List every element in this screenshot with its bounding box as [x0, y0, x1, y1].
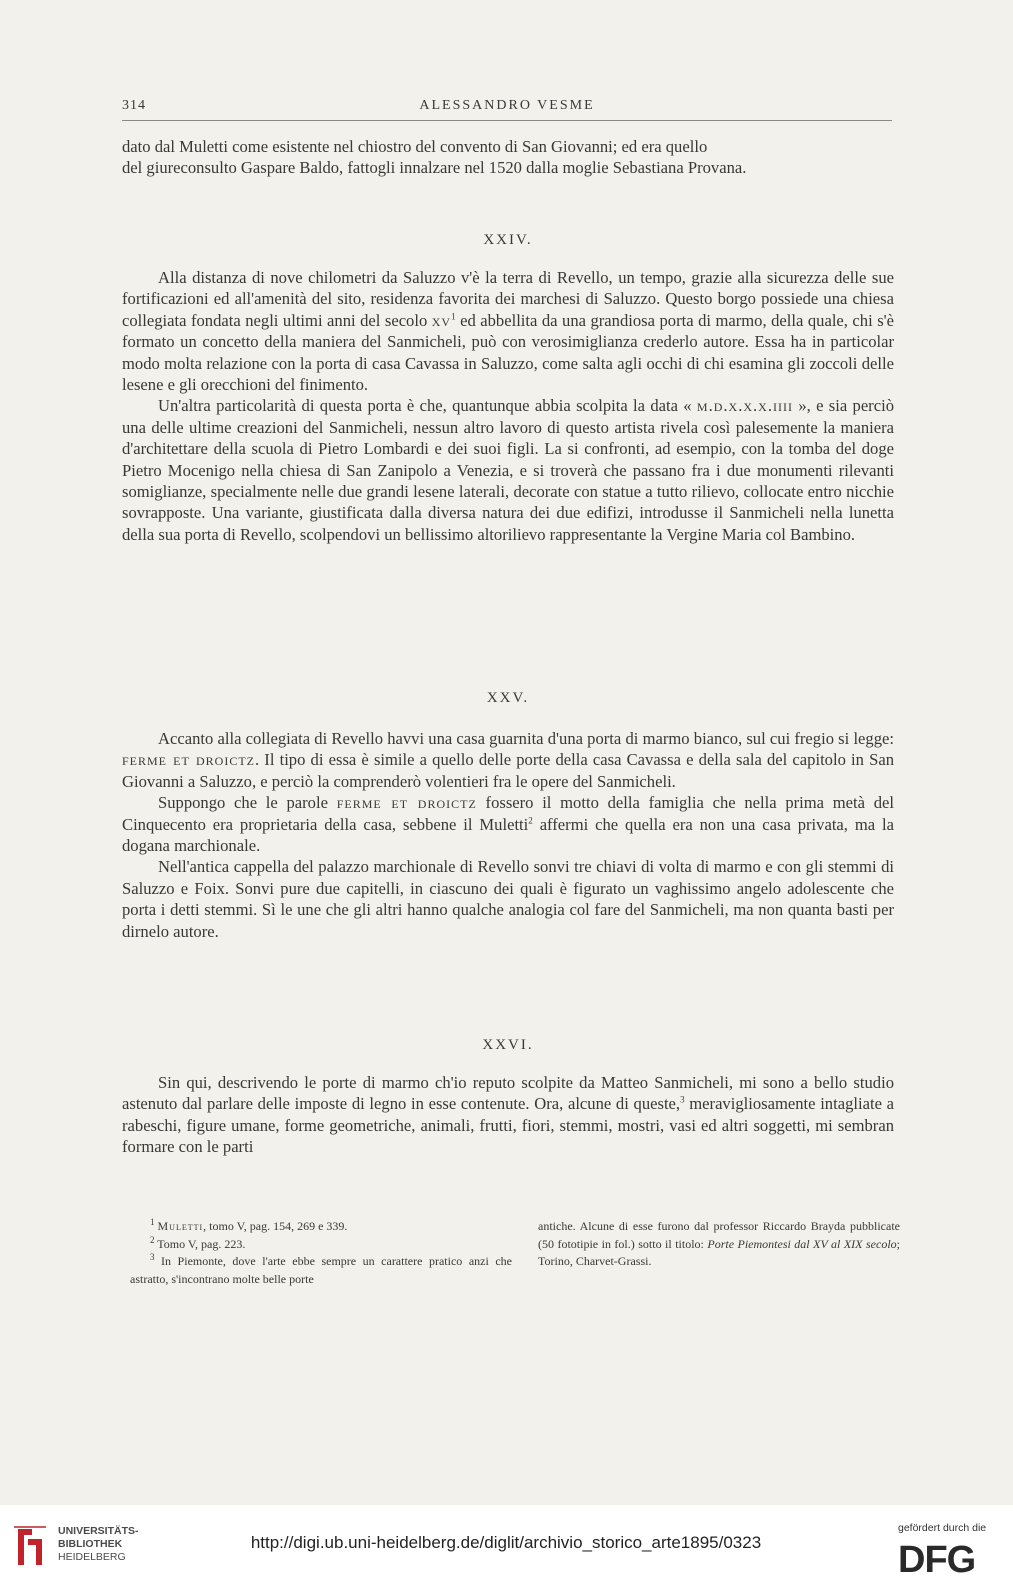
footnote-1: $^1$ Muletti, tomo V, pag. 154, 269 e 339. — [150, 1217, 348, 1233]
footnotes-left-column — [130, 1218, 512, 1288]
footnote-3-continued: antiche. Alcune di esse furono dal professor Riccardo Brayda pubblicate (50 fototipie in fol.) sotto il titolo: Porte Piemontesi dal XV al XIX secolo; Torino, Charvet-Grassi. — [538, 1219, 900, 1268]
footnote-ref: 2 — [528, 815, 533, 826]
paragraph: Accanto alla collegiata di Revello havvi una casa guarnita d'una porta di marmo bianco, sul cui fregio si legge: ferme et droictz. Il tipo di essa è simile a quello delle porte della casa Cavassa e della sala del capitolo in San Giovanni a Saluzzo, e perciò la comprenderò volentieri fra le opere del Sanmicheli. — [122, 729, 894, 791]
permalink-url[interactable]: http://digi.ub.uni-heidelberg.de/diglit/archivio_storico_arte1895/0323 — [250, 1533, 762, 1552]
intro-line: dato dal Muletti come esistente nel chiostro del convento di San Giovanni; ed era quello — [122, 137, 708, 156]
dfg-logo-text: DFG — [898, 1539, 976, 1578]
viewer-footer — [0, 1505, 1013, 1591]
intro-paragraph — [122, 136, 894, 179]
university-library-name[interactable]: UNIVERSITÄTS- BIBLIOTHEK HEIDELBERG — [58, 1525, 139, 1563]
section-heading-xxiv: XXIV. — [483, 232, 533, 248]
cited-title: Porte Piemontesi dal XV al XIX secolo — [707, 1236, 897, 1251]
paragraph: Suppongo che le parole ferme et droictz fossero il motto della famiglia che nella prima metà del Cinquecento era proprietaria della casa, sebbene il Muletti$^2$ affermi che quella era non una casa privata, ma la dogana marchionale. — [122, 793, 894, 856]
dfg-logo-icon[interactable] — [898, 1538, 998, 1578]
footnote-2: $^2$ Tomo V, pag. 223. — [150, 1234, 246, 1251]
funding-note: gefördert durch die — [898, 1522, 987, 1534]
paragraph: Nell'antica cappella del palazzo marchionale di Revello sonvi tre chiavi di volta di marmo e con gli stemmi di Saluzzo e Foix. Sonvi pure due capitelli, in ciascuno dei quali è figurato un vaghissimo angelo adolescente che porta i detti stemmi. Sì le une che gli altri hanno qualche analogia col fare del Sanmicheli, ma non quanta basti per dirnelo autore. — [122, 857, 894, 941]
intro-line: del giureconsulto Gaspare Baldo, fattogli innalzare nel 1520 dalla moglie Sebastiana Provana. — [122, 158, 747, 178]
footnote-3: $^3$ In Piemonte, dove l'arte ebbe sempre un carattere pratico anzi che astratto, s'incontrano molte belle porte — [130, 1252, 512, 1286]
footnote-ref: 3 — [680, 1094, 685, 1105]
paragraph: Sin qui, descrivendo le porte di marmo ch'io reputo scolpite da Matteo Sanmicheli, mi sono a bello studio astenuto dal parlare delle imposte di legno in esse contenute. Ora, alcune di queste,$^3$ meravigliosamente intagliate a rabeschi, figure umane, forme geometriche, animali, frutti, fiori, stemmi, mostri, vasi ed altri soggetti, mi sembran formare con le parti — [122, 1073, 894, 1157]
section-heading-xxvi: XXVI. — [482, 1037, 534, 1053]
section-body-xxiv — [122, 267, 894, 545]
running-title: ALESSANDRO VESME — [419, 98, 595, 113]
footnotes-right-column — [538, 1218, 900, 1271]
section-body-xxvi — [122, 1072, 894, 1158]
running-head — [122, 96, 892, 121]
paragraph: Un'altra particolarità di questa porta è che, quantunque abbia scolpita la data « m.d.x.x.x.iiii », e sia perciò una delle ultime creazioni del Sanmicheli, nessun altro lavoro di questo artista rivela così palesemente la maniera d'architettare della scuola di Pietro Lombardi e dei suoi figli. La si confronti, ad esempio, con la tomba del doge Pietro Mocenigo nella chiesa di San Zanipolo a Venezia, e si troverà che passano fra i due monumenti rilevanti somiglianze, specialmente nelle due grandi lesene laterali, decorate con statue a tutto rilievo, collocate entro nicchie sovrapposte. Una variante, giustificata dalla diversa natura dei due edifizi, introdusse il Sanmicheli nella lunetta della sua porta di Revello, scolpendovi un bellissimo altorilievo rappresentante la Vergine Maria col Bambino. — [122, 396, 894, 544]
page-number: 314 — [122, 98, 146, 113]
footnote-ref: 1 — [451, 311, 456, 322]
section-heading-xxv: XXV. — [486, 690, 530, 706]
university-library-logo-icon[interactable] — [12, 1525, 48, 1569]
section-body-xxv — [122, 728, 894, 942]
paragraph: Alla distanza di nove chilometri da Saluzzo v'è la terra di Revello, un tempo, grazie alla sicurezza delle sue fortificazioni ed all'amenità del sito, residenza favorita dei marchesi di Saluzzo. Questo borgo possiede una chiesa collegiata fondata negli ultimi anni del secolo $xv^1$ ed abbellita da una grandiosa porta di marmo, della quale, chi s'è formato un concetto della maniera del Sanmicheli, può con verosimiglianza crederlo autore. Essa ha in particolar modo molta relazione con la porta di casa Cavassa in Saluzzo, come salta agli occhi di chi esamina gli zoccoli delle lesene e gli orecchioni del finimento. — [122, 268, 895, 395]
